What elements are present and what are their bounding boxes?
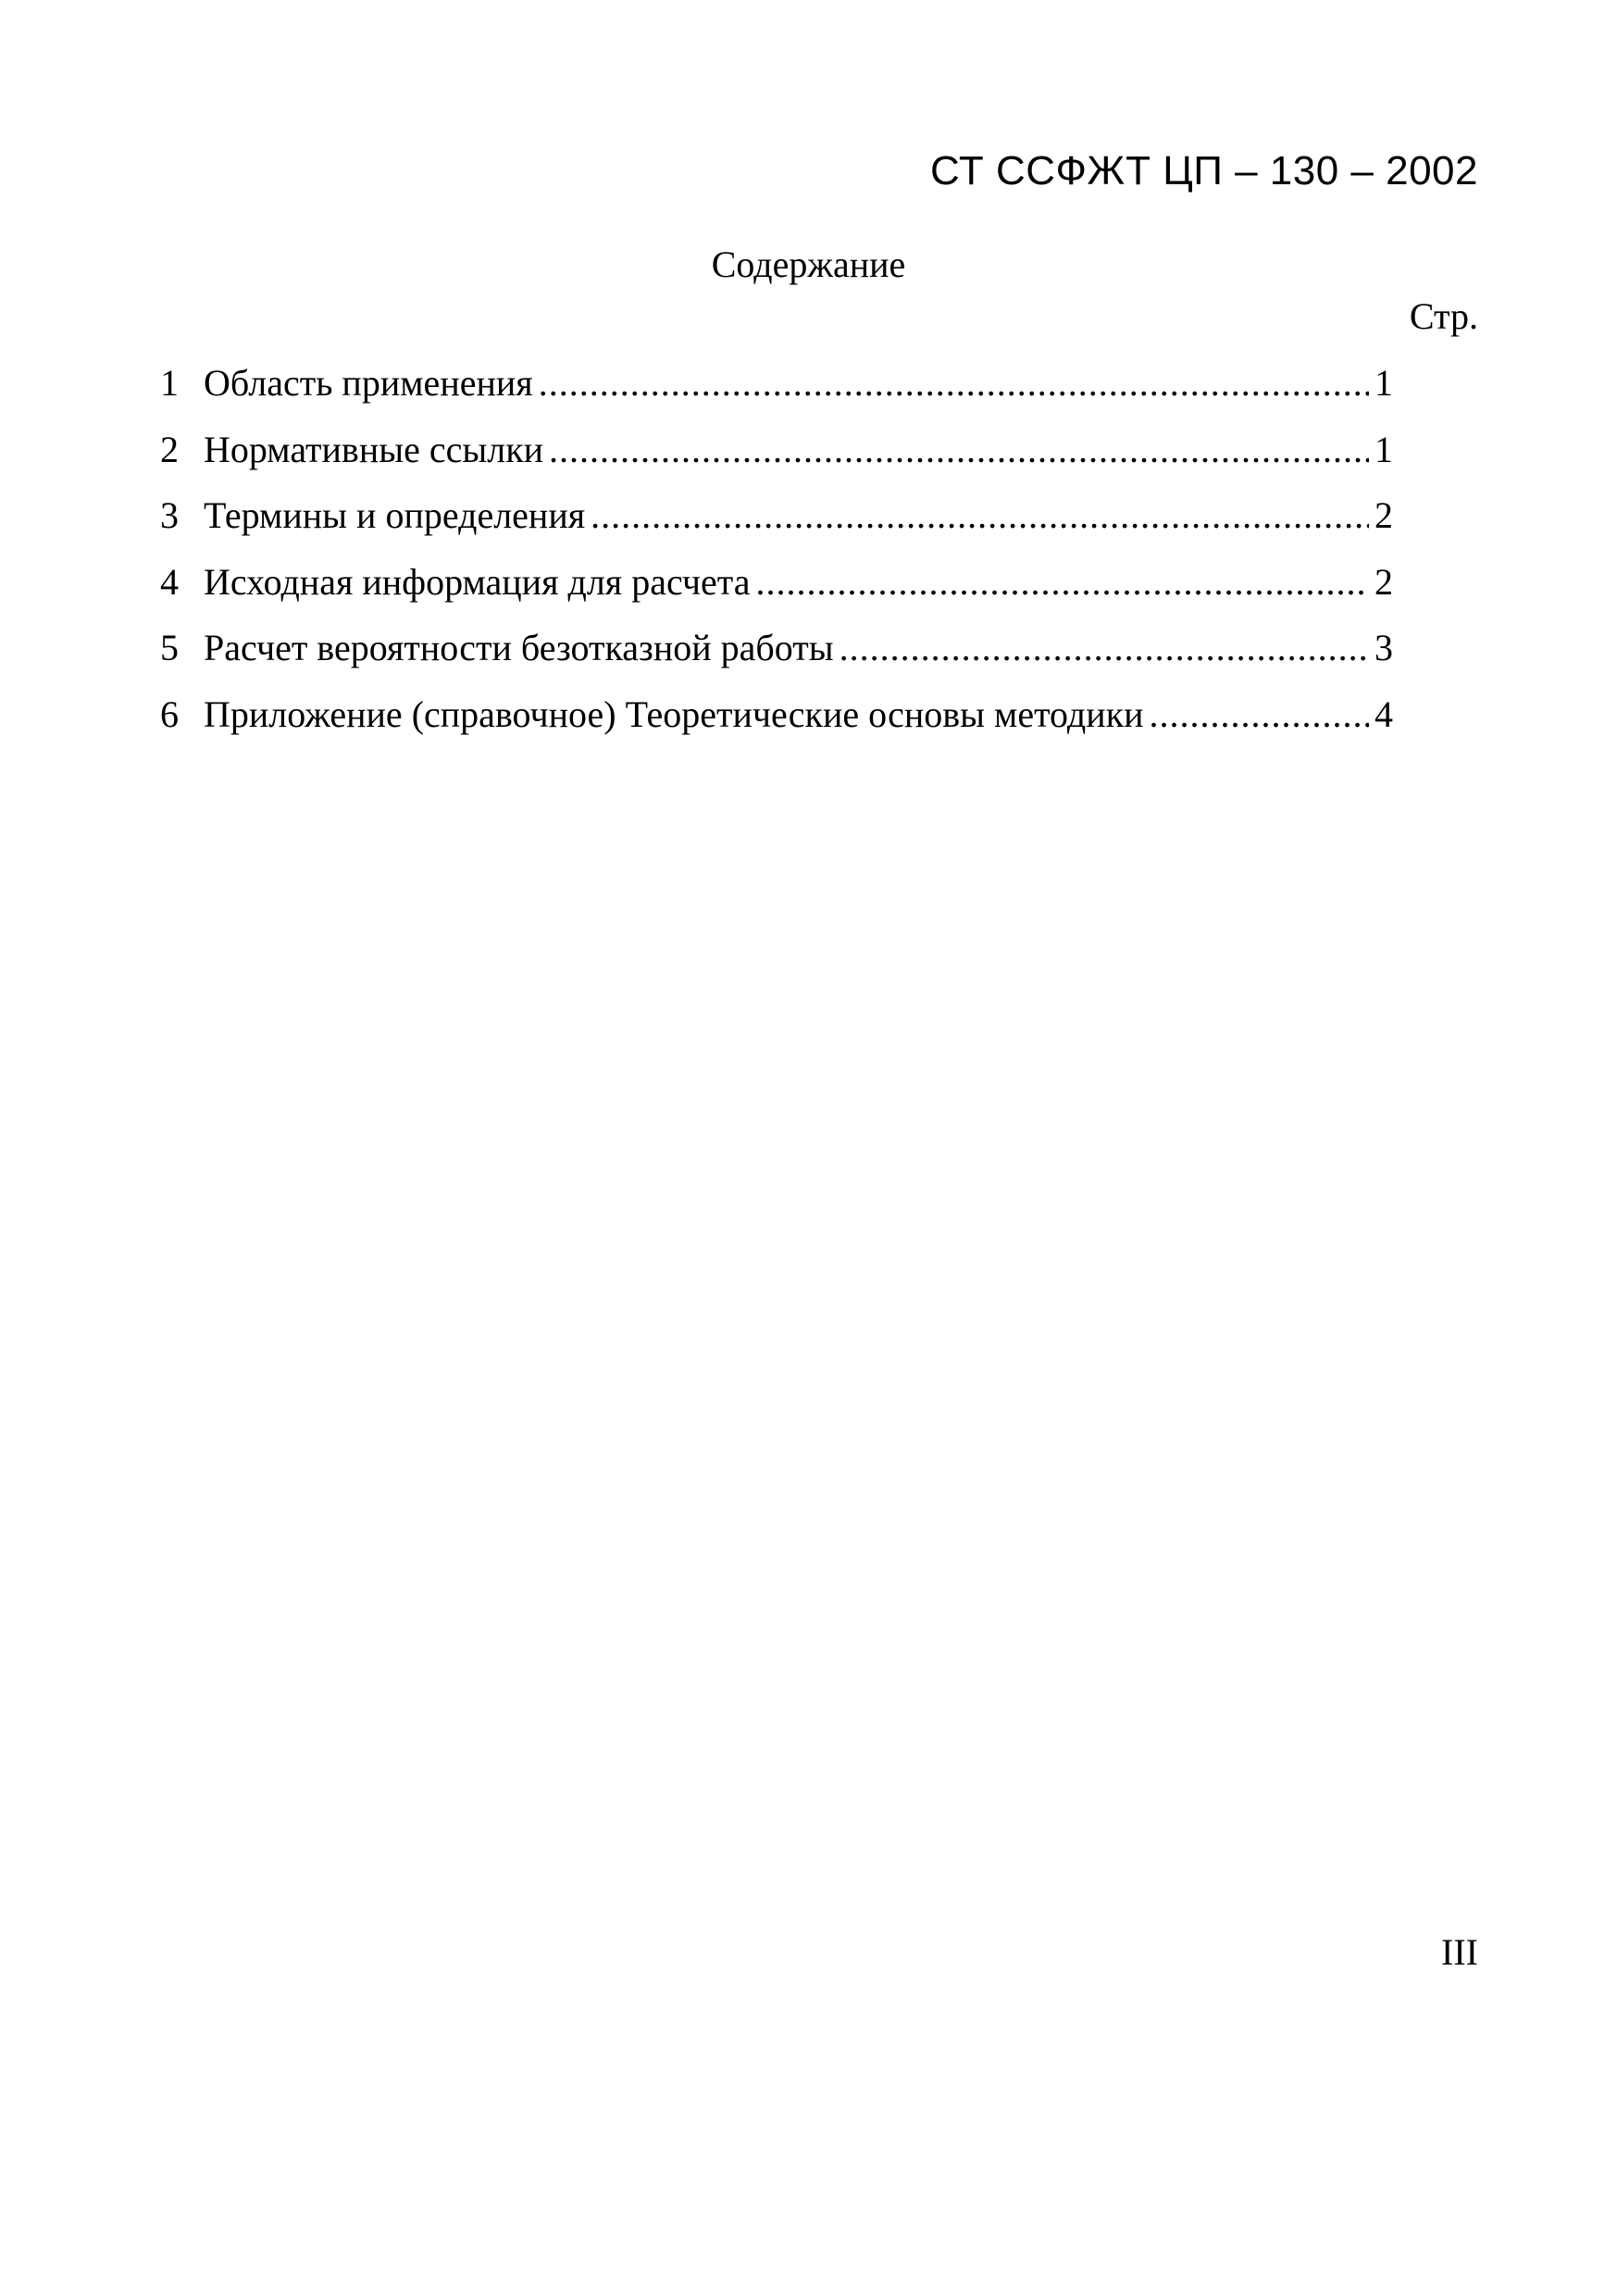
- toc-dot-leader: [1150, 688, 1370, 742]
- toc-entry-page: 2: [1374, 494, 1393, 536]
- toc-entry-title: Нормативные ссылки: [204, 428, 544, 470]
- page-number: III: [1441, 1931, 1478, 1973]
- toc-entry-title: Приложение (справочное) Теоретические основы методики: [204, 693, 1144, 735]
- toc-entry[interactable]: [137, 688, 1393, 755]
- toc-entry[interactable]: [137, 356, 1393, 423]
- toc-entry-number: 3: [160, 494, 179, 536]
- toc-entry-number: 4: [160, 560, 179, 603]
- toc-dot-leader: [840, 621, 1369, 675]
- toc-entry[interactable]: [137, 555, 1393, 622]
- toc-entry-number: 6: [160, 693, 179, 735]
- toc-entry-title: Область применения: [204, 362, 533, 404]
- toc-entry[interactable]: [137, 489, 1393, 555]
- toc-entry-title: Термины и определения: [204, 494, 586, 536]
- toc-title: Содержание: [711, 243, 906, 285]
- toc-entry-number: 2: [160, 428, 179, 470]
- toc-entry-title: Расчет вероятности безотказной работы: [204, 627, 834, 668]
- toc-dot-leader: [539, 356, 1369, 410]
- toc-entry-page: 1: [1374, 362, 1393, 404]
- toc-entry-page: 2: [1374, 560, 1393, 603]
- toc-dot-leader: [591, 489, 1369, 543]
- toc-entry-title: Исходная информация для расчета: [204, 560, 751, 603]
- toc-dot-leader: [756, 555, 1370, 609]
- toc-entry[interactable]: [137, 621, 1393, 688]
- toc-entry[interactable]: [137, 423, 1393, 490]
- toc-entry-page: 4: [1374, 693, 1393, 735]
- table-of-contents: [137, 356, 1393, 754]
- toc-dot-leader: [549, 423, 1369, 477]
- document-code: СТ ССФЖТ ЦП – 130 – 2002: [930, 148, 1478, 193]
- toc-entry-page: 1: [1374, 428, 1393, 470]
- toc-entry-number: 5: [160, 627, 179, 668]
- toc-entry-number: 1: [160, 362, 179, 404]
- page-column-label: Стр.: [1409, 295, 1478, 337]
- toc-entry-page: 3: [1374, 627, 1393, 668]
